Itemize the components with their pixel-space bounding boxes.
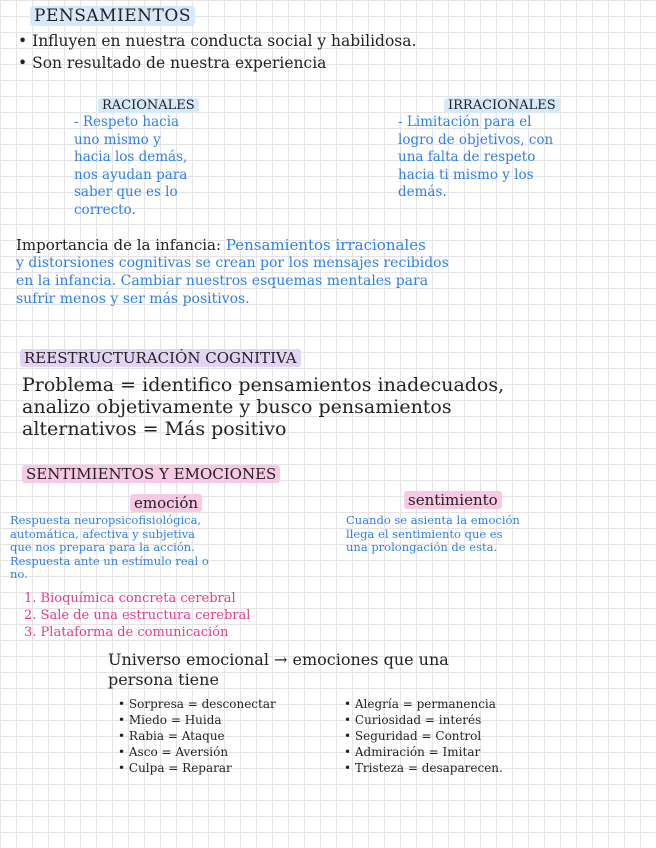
irracionales-line: hacia ti mismo y los bbox=[398, 166, 534, 183]
emotion-item: • Curiosidad = interés bbox=[344, 713, 482, 727]
sentimiento-text bbox=[346, 514, 520, 555]
infancia-first-line bbox=[16, 236, 646, 254]
universo-heading bbox=[108, 650, 449, 690]
reestructuracion-line: analizo objetivamente y busco pensamientos bbox=[22, 396, 452, 418]
emotion-item: • Seguridad = Control bbox=[344, 729, 482, 743]
racionales-text bbox=[74, 114, 187, 219]
irracionales-line: logro de objetivos, con bbox=[398, 131, 554, 148]
racionales-line: hacia los demás, bbox=[74, 149, 188, 165]
irracionales-line: una falta de respeto bbox=[398, 149, 536, 165]
emocion-line: no. bbox=[10, 567, 28, 581]
sentimiento-line: una prolongación de esta. bbox=[346, 540, 498, 554]
emocion-heading-wrap bbox=[130, 493, 202, 512]
racionales-heading-wrap bbox=[98, 94, 199, 113]
irracionales-line: demás. bbox=[398, 184, 447, 200]
universo-right-list bbox=[344, 696, 503, 776]
irracionales-heading-wrap bbox=[444, 94, 560, 113]
numbered-item: 2. Sale de una estructura cerebral bbox=[24, 608, 251, 623]
sentimiento-line: llega el sentimiento que es bbox=[346, 526, 503, 541]
intro-line: • Son resultado de nuestra experiencia bbox=[18, 54, 327, 72]
intro-list bbox=[18, 30, 416, 74]
irracionales-line: - Limitación para el bbox=[398, 114, 532, 130]
emocion-line: Respuesta neuropsicofisiológica, bbox=[10, 513, 202, 527]
irracionales-text bbox=[398, 114, 553, 202]
emotion-item: • Admiración = Imitar bbox=[344, 745, 481, 759]
emocion-line: que nos prepara para la acción. bbox=[10, 540, 195, 554]
racionales-heading: RACIONALES bbox=[98, 98, 199, 113]
intro-line: • Influyen en nuestra conducta social y habilidosa. bbox=[18, 32, 417, 50]
universo-left-list bbox=[118, 696, 276, 776]
sentimiento-line: Cuando se asienta la emoción bbox=[346, 513, 520, 527]
emotion-item: • Tristeza = desaparecen. bbox=[344, 761, 503, 775]
infancia-line: en la infancia. Cambiar nuestros esquemas mentales para bbox=[16, 273, 429, 289]
emotion-item: • Sorpresa = desconectar bbox=[118, 697, 276, 711]
sentimiento-heading: sentimiento bbox=[404, 491, 502, 509]
emocion-line: Respuesta ante un estímulo real o bbox=[10, 553, 209, 568]
racionales-line: correcto. bbox=[74, 201, 136, 218]
emotion-item: • Asco = Aversión bbox=[118, 745, 229, 759]
infancia-lead: Importancia de la infancia: bbox=[16, 236, 222, 254]
numbered-list bbox=[24, 590, 250, 641]
infancia-line: sufrir menos y ser más positivos. bbox=[16, 291, 250, 307]
numbered-item: 3. Plataforma de comunicación bbox=[24, 625, 229, 640]
racionales-line: - Respeto hacia bbox=[74, 114, 180, 130]
racionales-line: saber que es lo bbox=[74, 184, 178, 200]
emocion-heading: emoción bbox=[130, 494, 202, 512]
sentimientos-heading: SENTIMIENTOS Y EMOCIONES bbox=[22, 465, 280, 483]
emotion-item: • Miedo = Huida bbox=[118, 713, 222, 727]
emocion-text bbox=[10, 514, 209, 582]
reestructuracion-line: alternativos = Más positivo bbox=[22, 418, 287, 440]
reestructuracion-heading-wrap bbox=[20, 348, 301, 367]
universo-line: persona tiene bbox=[108, 670, 219, 689]
infancia-block bbox=[16, 236, 646, 308]
racionales-line: nos ayudan para bbox=[74, 166, 188, 183]
universo-line: Universo emocional → emociones que una bbox=[108, 650, 449, 669]
sentimiento-heading-wrap bbox=[404, 490, 502, 509]
reestructuracion-heading: REESTRUCTURACIÓN COGNITIVA bbox=[20, 349, 301, 367]
reestructuracion-line: Problema = identifico pensamientos inadecuados, bbox=[22, 374, 505, 396]
emotion-item: • Rabia = Ataque bbox=[118, 729, 225, 743]
reestructuracion-text bbox=[22, 374, 504, 440]
infancia-line: y distorsiones cognitivas se crean por los mensajes recibidos bbox=[16, 255, 449, 271]
emocion-line: automática, afectiva y subjetiva bbox=[10, 526, 195, 541]
emotion-item: • Alegría = permanencia bbox=[344, 697, 496, 711]
racionales-line: uno mismo y bbox=[74, 131, 161, 148]
numbered-item: 1. Bioquímica concreta cerebral bbox=[24, 591, 236, 606]
sentimientos-heading-wrap bbox=[22, 464, 280, 483]
emotion-item: • Culpa = Reparar bbox=[118, 761, 232, 775]
irracionales-heading: IRRACIONALES bbox=[444, 98, 560, 113]
page-title: PENSAMIENTOS bbox=[30, 6, 195, 26]
infancia-rest: Pensamientos irracionales bbox=[221, 236, 426, 254]
page-title-wrap bbox=[30, 6, 195, 26]
